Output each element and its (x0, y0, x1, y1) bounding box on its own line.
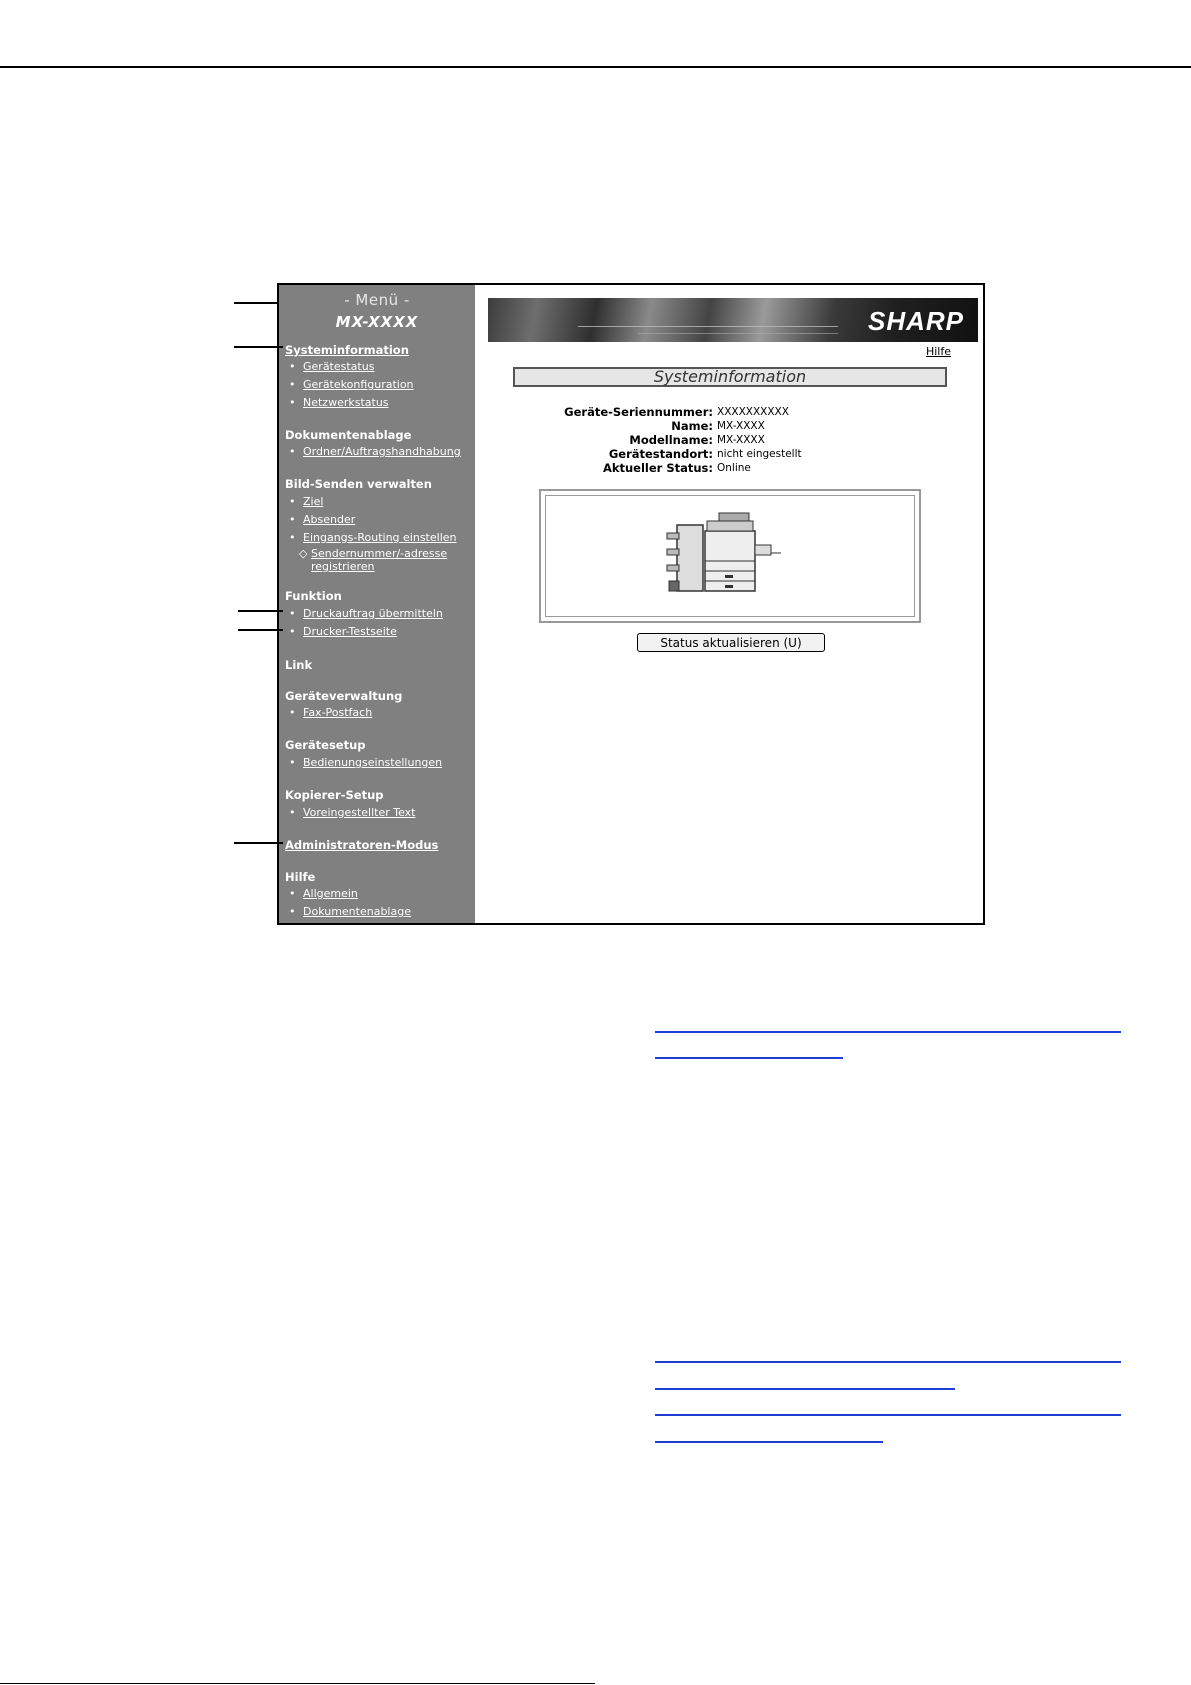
menu-item-bedienungseinstellungen[interactable]: • Bedienungseinstellungen (289, 756, 443, 769)
top-rule (0, 66, 1191, 68)
device-info-list (475, 405, 983, 475)
sharp-logo: SHARP (867, 306, 964, 336)
menu-section-bild-senden: Bild-Senden verwalten (285, 477, 432, 491)
menu-item-netzwerkstatus[interactable]: • Netzwerkstatus (289, 396, 389, 409)
menu-item-allgemein[interactable]: • Allgemein (289, 887, 358, 900)
info-row-status: Aktueller Status: Online (602, 461, 751, 475)
menu-item-geraetekonfiguration[interactable]: • Gerätekonfiguration (289, 378, 414, 391)
copier-machine-icon (663, 509, 793, 599)
menu-item-fax-postfach[interactable]: • Fax-Postfach (289, 706, 373, 719)
reference-link-underline[interactable] (655, 1388, 955, 1390)
menu-item-ordner[interactable]: • Ordner/Auftragshandhabung (289, 445, 461, 458)
callout-leader-administrator (234, 842, 283, 844)
menu-item-druckauftrag[interactable]: • Druckauftrag übermitteln (289, 607, 443, 620)
menu-link-systeminformation[interactable]: Systeminformation (285, 343, 409, 357)
menu-section-dokumentenablage: Dokumentenablage (285, 428, 412, 442)
help-link[interactable]: Hilfe (925, 345, 951, 358)
menu-frame (279, 285, 475, 923)
info-row-name: Name: MX-XXXX (671, 419, 765, 433)
menu-item-drucker-testseite[interactable]: • Drucker-Testseite (289, 625, 397, 638)
menu-item-ziel[interactable]: • Ziel (289, 495, 324, 508)
menu-section-hilfe: Hilfe (285, 870, 316, 884)
web-page-screenshot (277, 283, 985, 925)
callout-leader-menu (234, 302, 278, 304)
menu-section-kopierer-setup: Kopierer-Setup (285, 788, 384, 802)
model-name: MX-XXXX (335, 313, 419, 331)
menu-subitem-sendernummer[interactable]: ◇ Sendernummer/-adresse registrieren (299, 547, 448, 573)
info-row-model: Modellname: MX-XXXX (629, 433, 765, 447)
reference-link-underline[interactable] (655, 1414, 1121, 1416)
menu-section-funktion: Funktion (285, 589, 342, 603)
page-title: Systeminformation (513, 367, 947, 387)
menu-item-geraetestatus[interactable]: • Gerätestatus (289, 360, 375, 373)
menu-section-link: Link (285, 658, 313, 672)
menu-item-dokumentenablage-hilfe[interactable]: • Dokumentenablage (289, 905, 411, 918)
menu-section-geraetesetup: Gerätesetup (285, 738, 366, 752)
menu-title: - Menü - (344, 291, 410, 309)
reference-link-underline[interactable] (655, 1057, 843, 1059)
header-banner (488, 298, 978, 342)
callout-leader-systeminformation (234, 346, 283, 348)
callout-leader-testseite (238, 629, 283, 631)
menu-section-geraeteverwaltung: Geräteverwaltung (285, 689, 403, 703)
device-image-frame (539, 489, 921, 623)
reference-link-underline[interactable] (655, 1031, 1121, 1033)
reference-link-underline[interactable] (655, 1441, 883, 1443)
menu-item-eingangs-routing[interactable]: • Eingangs-Routing einstellen (289, 531, 457, 544)
callout-leader-druckauftrag (238, 610, 283, 612)
bottom-rule (0, 1683, 595, 1684)
menu-link-administratoren-modus[interactable]: Administratoren-Modus (285, 838, 439, 852)
refresh-status-button[interactable]: Status aktualisieren (U) (637, 633, 825, 652)
content-frame (475, 285, 983, 923)
info-row-location: Gerätestandort: nicht eingestellt (608, 447, 802, 461)
menu-item-voreingestellter-text[interactable]: • Voreingestellter Text (289, 806, 416, 819)
reference-link-underline[interactable] (655, 1361, 1121, 1363)
info-row-serial: Geräte-Seriennummer: XXXXXXXXXX (564, 405, 789, 419)
menu-item-absender[interactable]: • Absender (289, 513, 356, 526)
